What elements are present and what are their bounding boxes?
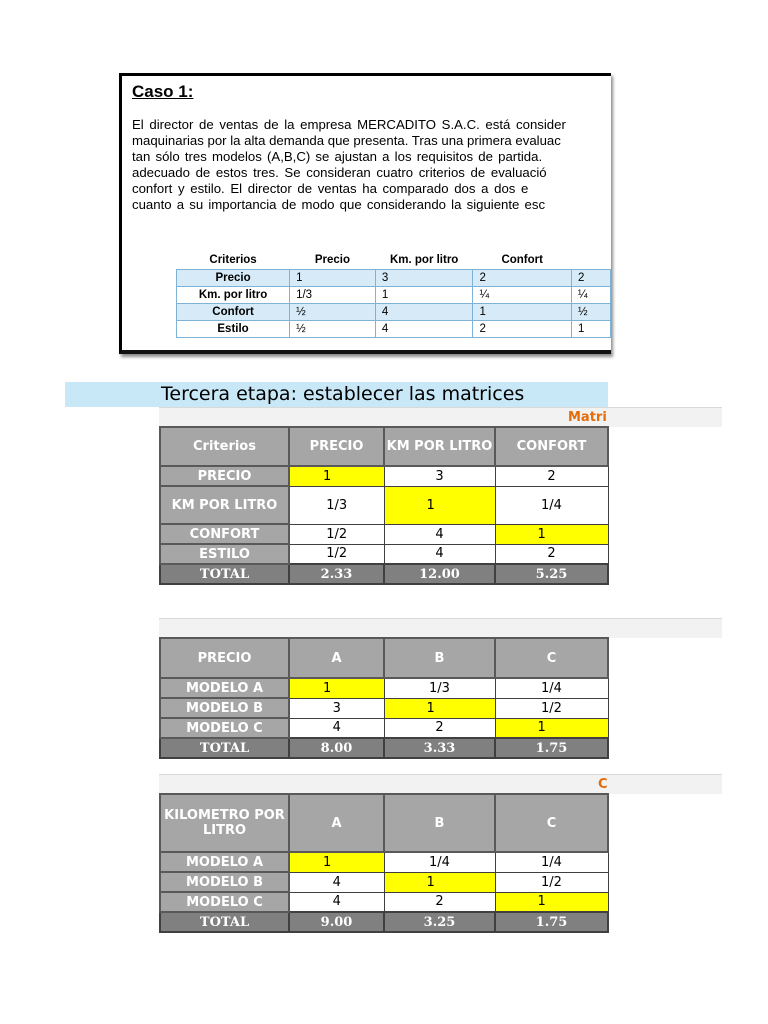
matrix-cell: 4 [384,524,495,544]
matrix-cell-diagonal: 1 [495,892,608,912]
case-table-cell: ¼ [473,287,571,304]
matrix-row-label: MODELO B [160,698,289,718]
case-table-cell: ¼ [571,287,610,304]
matrix-total-cell: 5.25 [495,564,608,584]
matrix-cell: 2 [384,892,495,912]
matrix-row-label: MODELO A [160,852,289,872]
case-table-row-label: Km. por litro [177,287,290,304]
matrix-row [160,524,608,544]
matrix-total-label: TOTAL [160,564,289,584]
case-table-header: Confort [501,254,543,266]
matrix-header-cell: C [495,794,608,852]
case-table-cell: 2 [473,321,571,338]
case-table-cell: 1 [290,270,376,287]
matrix-header-cell: KILOMETRO POR LITRO [160,794,289,852]
matrix-title-label: Matri [568,410,607,425]
matrix-header-cell: KM POR LITRO [384,427,495,466]
matrix-total-cell: 12.00 [384,564,495,584]
case-table-cell: 2 [473,270,571,287]
matrix-header-cell: C [495,638,608,678]
matrix-row [160,678,608,698]
matrix-total-cell: 8.00 [289,738,384,758]
matrix-total-cell: 2.33 [289,564,384,584]
case-table-row [177,304,611,321]
matrix-cell: 1/2 [289,544,384,564]
matrix-cell: 1/4 [495,852,608,872]
case-table-header: Km. por litro [389,254,459,266]
matrix-row-label: MODELO C [160,892,289,912]
matrix-cell: 1/4 [384,852,495,872]
matrix-title-bar [159,407,722,427]
matrix-cell: 4 [289,892,384,912]
matrix-row [160,892,608,912]
matrix-cell-diagonal: 1 [384,486,495,524]
case-table-row [177,321,611,338]
matrix-row-label: MODELO B [160,872,289,892]
price-matrix [159,637,609,759]
case-table-cell: 1 [571,321,610,338]
matrix-cell-diagonal: 1 [384,872,495,892]
matrix-total-label: TOTAL [160,912,289,932]
case-table-cell: ½ [290,304,376,321]
matrix-total-row [160,738,608,758]
matrix-cell: 1/3 [384,678,495,698]
case-table-header: Precio [314,254,351,266]
case-text-line: cuanto a su importancia de modo que considerando la siguiente esc [132,197,546,212]
case-criteria-table [176,251,611,338]
section-title: Tercera etapa: establecer las matrices [161,383,525,405]
matrix-row-label: PRECIO [160,466,289,486]
matrix-header-cell: PRECIO [289,427,384,466]
matrix-cell-diagonal: 1 [384,698,495,718]
matrix-cell-diagonal: 1 [495,718,608,738]
matrix-cell: 4 [289,872,384,892]
matrix-cell: 3 [384,466,495,486]
case-table-cell: ½ [290,321,376,338]
matrix-cell: 3 [289,698,384,718]
matrix-total-cell: 3.25 [384,912,495,932]
matrix-title-bar [159,774,722,794]
matrix-cell: 1/4 [495,678,608,698]
case-statement-image [119,73,611,354]
case-table-header: Criterios [209,254,257,266]
matrix-row-label: CONFORT [160,524,289,544]
case-table-header-row [177,251,611,270]
matrix-cell: 1/4 [495,486,608,524]
matrix-header-cell: A [289,794,384,852]
km-matrix [159,793,609,933]
matrix-row [160,466,608,486]
matrix-cell: 2 [495,466,608,486]
case-text-line: El director de ventas de la empresa MERCADITO S.A.C. está consider [132,117,566,132]
case-table-cell: 3 [375,270,473,287]
matrix-total-cell: 9.00 [289,912,384,932]
matrix-total-cell: 3.33 [384,738,495,758]
matrix-row-label: KM POR LITRO [160,486,289,524]
matrix-header-cell: B [384,638,495,678]
case-table-row-label: Precio [177,270,290,287]
case-table-header [571,251,610,270]
case-table-row [177,287,611,304]
criteria-matrix [159,426,609,585]
matrix-total-cell: 1.75 [495,912,608,932]
matrix-cell: 1/2 [289,524,384,544]
case-text-line: confort y estilo. El director de ventas ha comparado dos a dos e [132,181,529,196]
case-table-cell: 4 [375,321,473,338]
matrix-total-cell: 1.75 [495,738,608,758]
matrix-cell-diagonal: 1 [289,678,384,698]
matrix-header-row [160,638,608,678]
matrix-cell: 2 [495,544,608,564]
case-table-cell: 2 [571,270,610,287]
matrix-cell: 4 [384,544,495,564]
matrix-row-label: MODELO C [160,718,289,738]
case-title: Caso 1: [132,82,194,101]
matrix-title-label: C [598,777,608,792]
case-text-line: adecuado de estos tres. Se consideran cuatro criterios de evaluació [132,165,547,180]
matrix-header-cell: A [289,638,384,678]
matrix-row [160,872,608,892]
matrix-cell: 1/2 [495,872,608,892]
matrix-header-cell: CONFORT [495,427,608,466]
matrix-cell-diagonal: 1 [289,466,384,486]
matrix-header-cell: B [384,794,495,852]
matrix-row-label: MODELO A [160,678,289,698]
matrix-row [160,852,608,872]
matrix-cell-diagonal: 1 [495,524,608,544]
case-text-line: tan sólo tres modelos (A,B,C) se ajustan a los requisitos de partida. [132,149,543,164]
matrix-header-cell: Criterios [160,427,289,466]
matrix-header-cell: PRECIO [160,638,289,678]
case-table-cell: 4 [375,304,473,321]
matrix-header-row [160,794,608,852]
matrix-cell: 2 [384,718,495,738]
case-table-cell: 1 [375,287,473,304]
matrix-row [160,544,608,564]
matrix-total-label: TOTAL [160,738,289,758]
matrix-cell: 1/3 [289,486,384,524]
matrix-total-row [160,912,608,932]
matrix-total-row [160,564,608,584]
case-table-row-label: Estilo [177,321,290,338]
matrix-row [160,486,608,524]
matrix-cell-diagonal: 1 [289,852,384,872]
case-table-cell: ½ [571,304,610,321]
matrix-row [160,718,608,738]
case-table-row [177,270,611,287]
matrix-header-row [160,427,608,466]
matrix-row-label: ESTILO [160,544,289,564]
matrix-title-bar [159,618,722,638]
matrix-cell: 1/2 [495,698,608,718]
matrix-row [160,698,608,718]
case-text-line: maquinarias por la alta demanda que presenta. Tras una primera evaluac [132,133,561,148]
case-table-cell: 1/3 [290,287,376,304]
case-table-cell: 1 [473,304,571,321]
matrix-cell: 4 [289,718,384,738]
case-table-row-label: Confort [177,304,290,321]
